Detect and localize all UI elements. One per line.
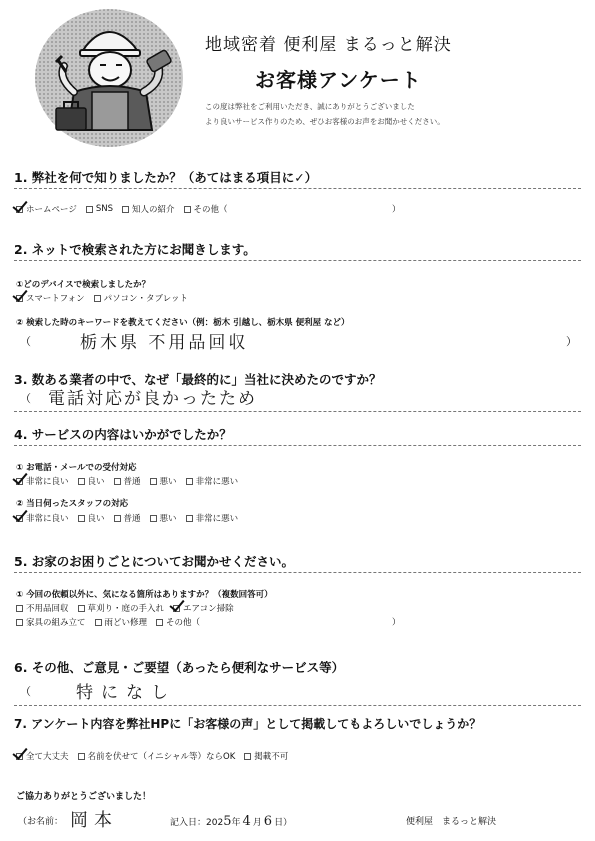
q2-sub2: ② 検索した時のキーワードを教えてください（例：栃木 引越し、栃木県 便利屋 など） [16, 318, 350, 328]
q2-answer-close: ） [566, 335, 577, 348]
q5-option-junk-removal[interactable] [16, 602, 69, 614]
checkbox[interactable] [78, 515, 85, 522]
checkbox[interactable] [86, 206, 93, 213]
checkbox[interactable] [78, 605, 85, 612]
checkbox[interactable] [16, 753, 23, 760]
checkbox[interactable] [173, 605, 180, 612]
q2-sub1: ①どのデバイスで検索しましたか？ [16, 280, 151, 290]
q4-divider [14, 445, 581, 446]
q1-title: 1. 弊社を何で知りましたか？（あてはまる項目に✓） [14, 170, 318, 185]
checkbox[interactable] [78, 478, 85, 485]
q1-option-other[interactable] [184, 203, 228, 215]
q4-ratings-reception [16, 475, 247, 487]
checkbox[interactable] [150, 515, 157, 522]
option-label: 悪い [159, 514, 177, 524]
checkbox[interactable] [114, 478, 121, 485]
rating-very-bad[interactable] [186, 475, 239, 487]
rating-normal[interactable] [114, 475, 141, 487]
rating-very-good[interactable] [16, 512, 69, 524]
checkbox[interactable] [16, 605, 23, 612]
q7-option-anonymous-ok[interactable] [78, 750, 236, 762]
q6-title: 6. その他、ご意見・ご要望（あったら便利なサービス等） [14, 660, 345, 675]
date-year-suffix: 年 [231, 818, 241, 828]
q5-other-close: ） [392, 618, 401, 628]
date-month-suffix: 月 [252, 818, 262, 828]
checkbox[interactable] [186, 515, 193, 522]
q2-option-smartphone[interactable] [16, 292, 85, 304]
q1-options [16, 203, 237, 215]
q4-ratings-staff [16, 512, 247, 524]
q1-option-sns[interactable] [86, 204, 113, 214]
checkbox[interactable] [150, 478, 157, 485]
q5-option-gutter[interactable] [95, 616, 148, 628]
q4-sub2: ② 当日伺ったスタッフの対応 [16, 499, 129, 509]
date-field [170, 814, 292, 829]
option-label: 全て大丈夫 [26, 752, 69, 762]
checkbox[interactable] [16, 515, 23, 522]
q5-options-row2 [16, 616, 209, 628]
rating-very-bad[interactable] [186, 512, 239, 524]
q3-divider [14, 411, 581, 412]
option-label: その他（ [166, 618, 201, 628]
option-label: パソコン・タブレット [103, 294, 189, 304]
rating-good[interactable] [78, 512, 105, 524]
q6-divider [14, 705, 581, 706]
option-label: 非常に良い [26, 514, 69, 524]
option-label: 雨どい修理 [104, 618, 148, 628]
q2-device-options [16, 292, 197, 304]
q5-options-row1 [16, 602, 243, 614]
option-label: 草刈り・庭の手入れ [87, 604, 165, 614]
checkbox[interactable] [16, 619, 23, 626]
q3-title: 3. 数ある業者の中で、なぜ「最終的に」当社に決めたのですか？ [14, 372, 382, 387]
rating-normal[interactable] [114, 512, 141, 524]
option-label: 普通 [123, 477, 141, 487]
name-value[interactable]: 岡本 [70, 810, 118, 831]
option-label: 普通 [123, 514, 141, 524]
option-label: SNS [95, 204, 113, 214]
q1-option-homepage[interactable] [16, 203, 77, 215]
q2-divider [14, 260, 581, 261]
option-label: ホームページ [26, 205, 77, 215]
q2-answer-open: （ [20, 335, 31, 348]
date-day-suffix: 日） [274, 818, 293, 828]
rating-bad[interactable] [150, 512, 177, 524]
q5-option-other[interactable] [156, 616, 200, 628]
checkbox[interactable] [94, 295, 101, 302]
q7-title: 7. アンケート内容を弊社HPに「お客様の声」として掲載してもよろしいでしょうか？ [14, 717, 482, 731]
option-label: 不用品回収 [26, 604, 69, 614]
checkbox[interactable] [114, 515, 121, 522]
q5-divider [14, 572, 581, 573]
q6-answer[interactable]: 特になし [76, 683, 176, 703]
option-label: 良い [87, 514, 105, 524]
q4-title: 4. サービスの内容はいかがでしたか？ [14, 427, 232, 442]
q7-options [16, 750, 297, 762]
date-year-prefix: 202 [206, 818, 224, 828]
intro-line-1: この度は弊社をご利用いただき、誠にありがとうございました [205, 102, 415, 111]
option-label: スマートフォン [26, 294, 85, 304]
name-label: （お名前： [18, 817, 64, 827]
option-label: 非常に悪い [195, 514, 239, 524]
q5-title: 5. お家のお困りごとについてお聞かせください。 [14, 554, 295, 569]
q2-keyword-answer[interactable]: 栃木県 不用品回収 [80, 333, 249, 353]
option-label: その他（ [193, 205, 228, 215]
date-label: 記入日： [170, 818, 207, 828]
company-name: 便利屋 まるっと解決 [406, 817, 497, 827]
option-label: 非常に良い [26, 477, 69, 487]
checkbox[interactable] [184, 206, 191, 213]
option-label: 知人の紹介 [132, 205, 175, 215]
q1-divider [14, 188, 581, 189]
checkbox[interactable] [16, 295, 23, 302]
option-label: 良い [87, 477, 105, 487]
option-label: 掲載不可 [254, 752, 289, 762]
option-label: 非常に悪い [195, 477, 239, 487]
checkbox[interactable] [244, 753, 251, 760]
option-label: 家具の組み立て [26, 618, 86, 628]
rating-bad[interactable] [150, 475, 177, 487]
checkbox[interactable] [122, 206, 129, 213]
q2-title: 2. ネットで検索された方にお聞きします。 [14, 242, 256, 257]
checkbox[interactable] [16, 206, 23, 213]
page-title: お客様アンケート [255, 68, 422, 92]
q6-answer-open: （ [20, 685, 31, 698]
q2-option-pc-tablet[interactable] [94, 292, 188, 304]
date-day[interactable]: 6 [263, 814, 273, 829]
option-label: エアコン掃除 [183, 604, 234, 614]
handyman-mascot-logo [34, 8, 184, 148]
option-label: 名前を伏せて（イニシャル等）ならOK [87, 752, 236, 762]
checkbox[interactable] [78, 753, 85, 760]
q4-sub1: ① お電話・メールでの受付対応 [16, 463, 137, 473]
thanks-message: ご協力ありがとうございました！ [16, 792, 152, 802]
checkbox[interactable] [16, 478, 23, 485]
option-label: 悪い [159, 477, 177, 487]
rating-very-good[interactable] [16, 475, 69, 487]
q7-option-not-allowed[interactable] [244, 750, 288, 762]
q1-option-referral[interactable] [122, 203, 175, 215]
q5-option-furniture[interactable] [16, 616, 86, 628]
date-month[interactable]: 4 [242, 814, 251, 829]
q3-answer[interactable]: 電話対応が良かったため [48, 389, 257, 409]
q7-option-all-ok[interactable] [16, 750, 69, 762]
q5-option-aircon[interactable] [173, 602, 234, 614]
intro-line-2: より良いサービス作りのため、ぜひお客様のお声をお聞かせください。 [205, 117, 445, 126]
header-subtitle: 地域密着 便利屋 まるっと解決 [205, 35, 452, 55]
q1-other-close: ） [392, 205, 401, 215]
date-year-handwritten[interactable]: 5 [223, 814, 232, 829]
q3-answer-open: （ [20, 392, 31, 405]
checkbox[interactable] [95, 619, 102, 626]
checkbox[interactable] [156, 619, 163, 626]
q5-sub: ① 今回の依頼以外に、気になる箇所はありますか？（複数回答可） [16, 590, 273, 600]
q5-option-garden[interactable] [78, 602, 165, 614]
rating-good[interactable] [78, 475, 105, 487]
checkbox[interactable] [186, 478, 193, 485]
